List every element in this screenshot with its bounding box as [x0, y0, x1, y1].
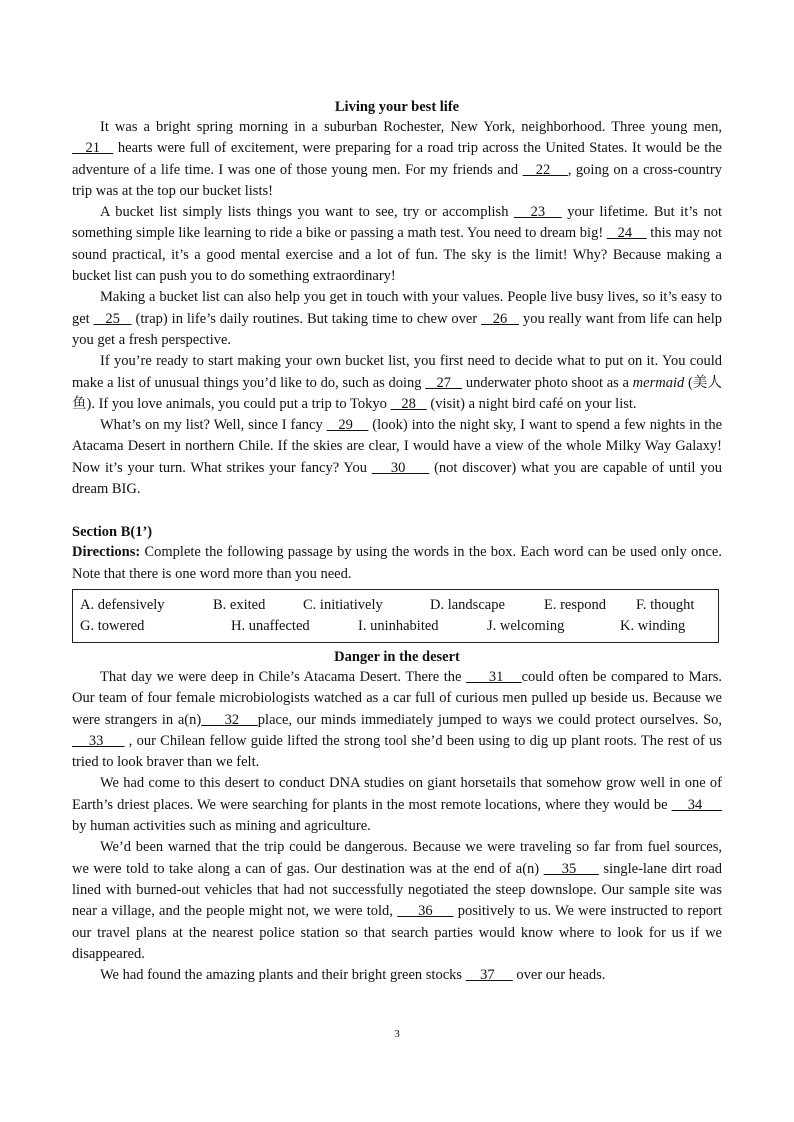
paragraph: We had found the amazing plants and their bright green stocks 37 over our heads. [100, 967, 606, 984]
word-option: G. towered [80, 617, 145, 634]
blank-36[interactable]: 36 [397, 903, 454, 920]
blank-35[interactable]: 35 [543, 860, 599, 877]
document-page [72, 97, 722, 986]
word-option: C. initiatively [303, 596, 383, 613]
passage-title: Living your best life [334, 99, 460, 115]
word-option: H. unaffected [231, 617, 310, 634]
blank-24[interactable]: 24 [606, 225, 647, 242]
word-bank-box [72, 589, 719, 643]
word-option: E. respond [544, 596, 607, 613]
blank-37[interactable]: 37 [465, 967, 513, 984]
paragraph: We had come to this desert to conduct DNA studies on giant horsetails that somehow grow well in one of Earth’s driest places. We were searching for plants in the most remote locations, where they would be 34 by human activities such as mining and agriculture. [72, 775, 723, 835]
blank-29[interactable]: 29 [326, 417, 369, 434]
word-option: B. exited [213, 596, 266, 613]
blank-23[interactable]: 23 [514, 204, 562, 221]
paragraph: It was a bright spring morning in a suburban Rochester, New York, neighborhood. Three young men, 21 hearts were full of excitement, were preparing for a road trip across the United States. It would be the adventure of a life time. I was one of those young men. For my friends and 22 , going on a cross-country trip was at the top our bucket lists! [72, 119, 723, 199]
word-option: I. uninhabited [358, 617, 439, 634]
word-option: F. thought [636, 596, 695, 613]
paragraph: A bucket list simply lists things you want to see, try or accomplish 23 your lifetime. But it’s not something simple like learning to ride a bike or passing a math test. You need to dream big! 24 this may not sound practical, it’s a good mental exercise and a lot of fun. The sky is the limit! Why? Because making a bucket list can push you to do something extraordinary! [72, 204, 722, 285]
word-option: J. welcoming [487, 617, 565, 634]
page-number: 3 [394, 1028, 400, 1040]
blank-34[interactable]: 34 [671, 796, 723, 813]
blank-22[interactable]: 22 [522, 161, 568, 178]
directions: Directions: Complete the following passage by using the words in the box. Each word can be used only once. Note that there is one word more than you need. [72, 544, 722, 582]
paragraph: Making a bucket list can also help you get in touch with your values. People live busy lives, so it’s easy to get 25 (trap) in life’s daily routines. But taking time to chew over 26 you really want from life can help you get a fresh perspective. [72, 289, 722, 348]
blank-28[interactable]: 28 [390, 395, 427, 412]
blank-21[interactable]: 21 [72, 140, 114, 157]
paragraph: If you’re ready to start making your own bucket list, you first need to decide what to put on it. You could make a list of unusual things you’d like to do, such as doing 27 underwater photo shoot as a mermaid (美人鱼). If you love animals, you could put a trip to Tokyo 28 (visit) a night bird café on your list. [72, 353, 722, 412]
blank-33[interactable]: 33 [72, 732, 125, 749]
blank-30[interactable]: 30 [371, 459, 430, 476]
word-option: K. winding [620, 617, 686, 634]
section-heading: Section B(1’) [72, 524, 153, 541]
word-option: A. defensively [80, 596, 165, 613]
blank-32[interactable]: 32 [201, 711, 258, 728]
blank-27[interactable]: 27 [425, 374, 463, 391]
paragraph: That day we were deep in Chile’s Atacama Desert. There the 31 could often be compared to Mars. Our team of four female microbiologists watched as a car full of curious men pulled up beside us. Because we were strangers in a(n) 32 place, our minds immediately jumped to ways we could protect ourselves. So, 33 , our Chilean fellow guide lifted the strong tool she’d been using to dig up plant roots. The rest of us tried to look braver than we felt. [72, 668, 723, 771]
blank-26[interactable]: 26 [481, 310, 520, 327]
paragraph: What’s on my list? Well, since I fancy 29 (look) into the night sky, I want to spend a few nights in the Atacama Desert in northern Chile. If the skies are clear, I would have a view of the whole Milky Way Galaxy! Now it’s your turn. What strikes your fancy? You 30 (not discover) what you are capable of until you dream BIG. [72, 417, 723, 498]
passage-title: Danger in the desert [334, 648, 460, 665]
paragraph: We’d been warned that the trip could be dangerous. Because we were traveling so far from fuel sources, we were told to take along a can of gas. Our destination was at the end of a(n) 35 single-lane dirt road lined with burned-out vehicles that had not successfully negotiated the steep downslope. Our sample site was near a village, and the people might not, we were told, 36 positively to us. We were instructed to report our travel plans at the nearest police station so that search parties would know where to look for us if we disappeared. [72, 839, 723, 962]
word-option: D. landscape [430, 596, 505, 613]
blank-25[interactable]: 25 [93, 310, 132, 327]
blank-31[interactable]: 31 [466, 668, 522, 685]
